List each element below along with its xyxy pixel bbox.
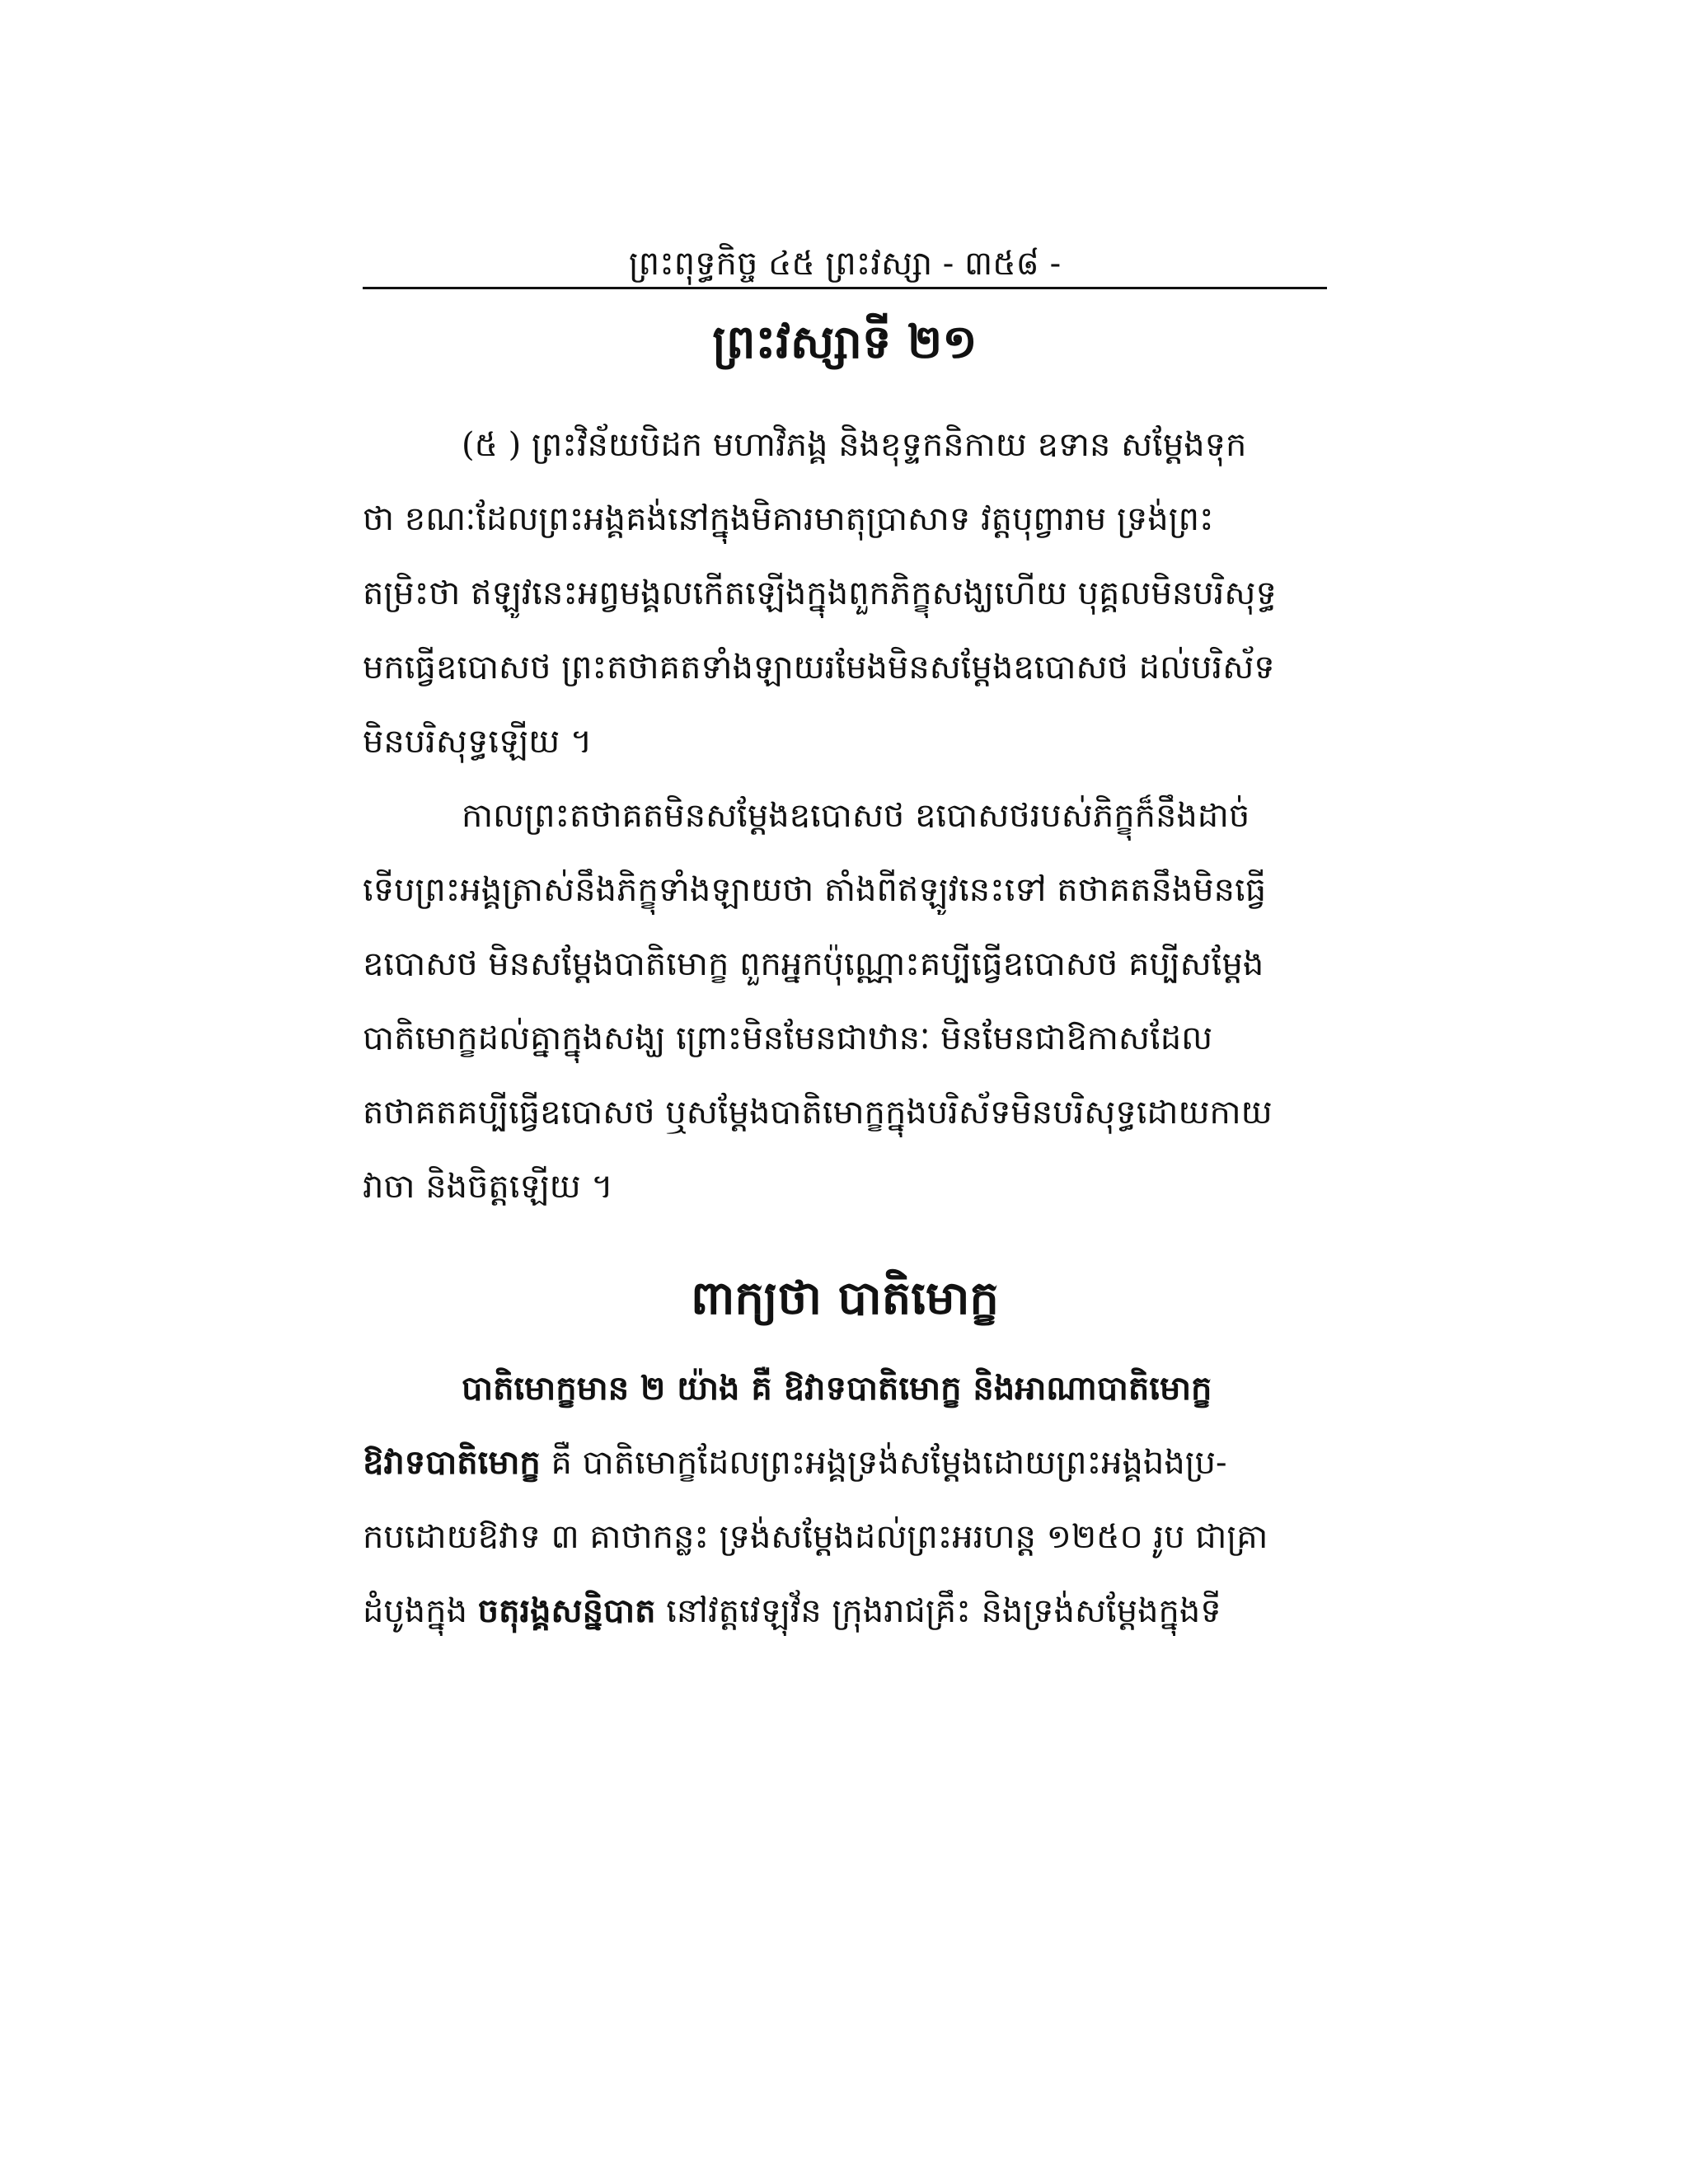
section-heading-patimokkha: ពាក្យថា បាតិមោក្ខ: [691, 1271, 999, 1325]
section-heading-rains-retreat: ព្រះវស្សាទី ២១: [712, 315, 978, 369]
running-header: ព្រះពុទ្ធកិច្ច ៤៥ ព្រះវស្សា - ៣៥៨ -: [628, 245, 1062, 283]
paragraph-line: កាលព្រះតថាគតមិនសម្ដែងឧបោសថ ឧបោសថរបស់ភិក្ខុក៏នឹងដាច់: [462, 797, 1250, 835]
header-divider: [363, 287, 1327, 289]
paragraph-line: មិនបរិសុទ្ធឡើយ ។: [363, 723, 593, 761]
definition-text: គឺ បាតិមោក្ខដែលព្រះអង្គទ្រង់សម្ដែងដោយព្រះអង្គឯងប្រ-: [540, 1444, 1227, 1482]
paragraph-line: ថា ខណៈដែលព្រះអង្គគង់នៅក្នុងមិគារមាតុប្រាសាទ វត្តបុព្វារាម ទ្រង់ព្រះ: [363, 500, 1214, 538]
definition-line: កបដោយឱវាទ ៣ គាថាកន្លះ ទ្រង់សម្ដែងដល់ព្រះអរហន្ត ១២៥០ រូប ជាគ្រា: [363, 1518, 1268, 1556]
paragraph-line: ទើបព្រះអង្គត្រាស់នឹងភិក្ខុទាំងឡាយថា តាំងពីឥឡូវនេះទៅ តថាគតនឹងមិនធ្វើ: [363, 871, 1267, 909]
defined-term: ឱវាទបាតិមោក្ខ: [363, 1443, 541, 1482]
definition-text: នៅវត្តវេឡុវ័ន ក្រុងរាជគ្រឹះ និងទ្រង់សម្ដែងក្នុងទី: [655, 1592, 1221, 1630]
paragraph-line: មកធ្វើឧបោសថ ព្រះតថាគតទាំងឡាយរមែងមិនសម្ដែងឧបោសថ ដល់បរិស័ទ: [363, 649, 1275, 687]
paragraph-line: តថាគតគប្បីធ្វើឧបោសថ ឬសម្ដែងបាតិមោក្ខក្នុងបរិស័ទមិនបរិសុទ្ធដោយកាយ: [363, 1094, 1273, 1132]
paragraph-line: តម្រិះថា ឥឡូវនេះអព្វមង្គលកើតឡើងក្នុងពួកភិក្ខុសង្ឃហើយ បុគ្គលមិនបរិសុទ្ធ: [363, 574, 1277, 612]
lead-line: បាតិមោក្ខមាន ២ យ៉ាង គឺ ឱវាទបាតិមោក្ខ និងអាណាបាតិមោក្ខ: [462, 1369, 1212, 1408]
definition-line: [363, 1438, 1327, 1488]
paragraph-line: វាចា និងចិត្តឡើយ ។: [363, 1168, 613, 1206]
paragraph-line: បាតិមោក្ខដល់គ្នាក្នុងសង្ឃ ព្រោះមិនមែនជាឋានៈ មិនមែនជាឱកាសដែល: [363, 1019, 1213, 1057]
definition-text: ដំបូងក្នុង: [363, 1592, 478, 1630]
definition-line: [363, 1586, 1327, 1636]
paragraph-line: (៥ ) ព្រះវិន័យបិដក មហាវិភង្គ និងខុទ្ទកនិកាយ ឧទាន សម្ដែងទុក: [462, 426, 1247, 464]
paragraph-line: ឧបោសថ មិនសម្ដែងបាតិមោក្ខ ពួកអ្នកប៉ុណ្ណោះគប្បីធ្វើឧបោសថ គប្បីសម្ដែង: [363, 945, 1264, 983]
emphasized-term: ចតុរង្គសន្និបាត: [477, 1591, 656, 1630]
